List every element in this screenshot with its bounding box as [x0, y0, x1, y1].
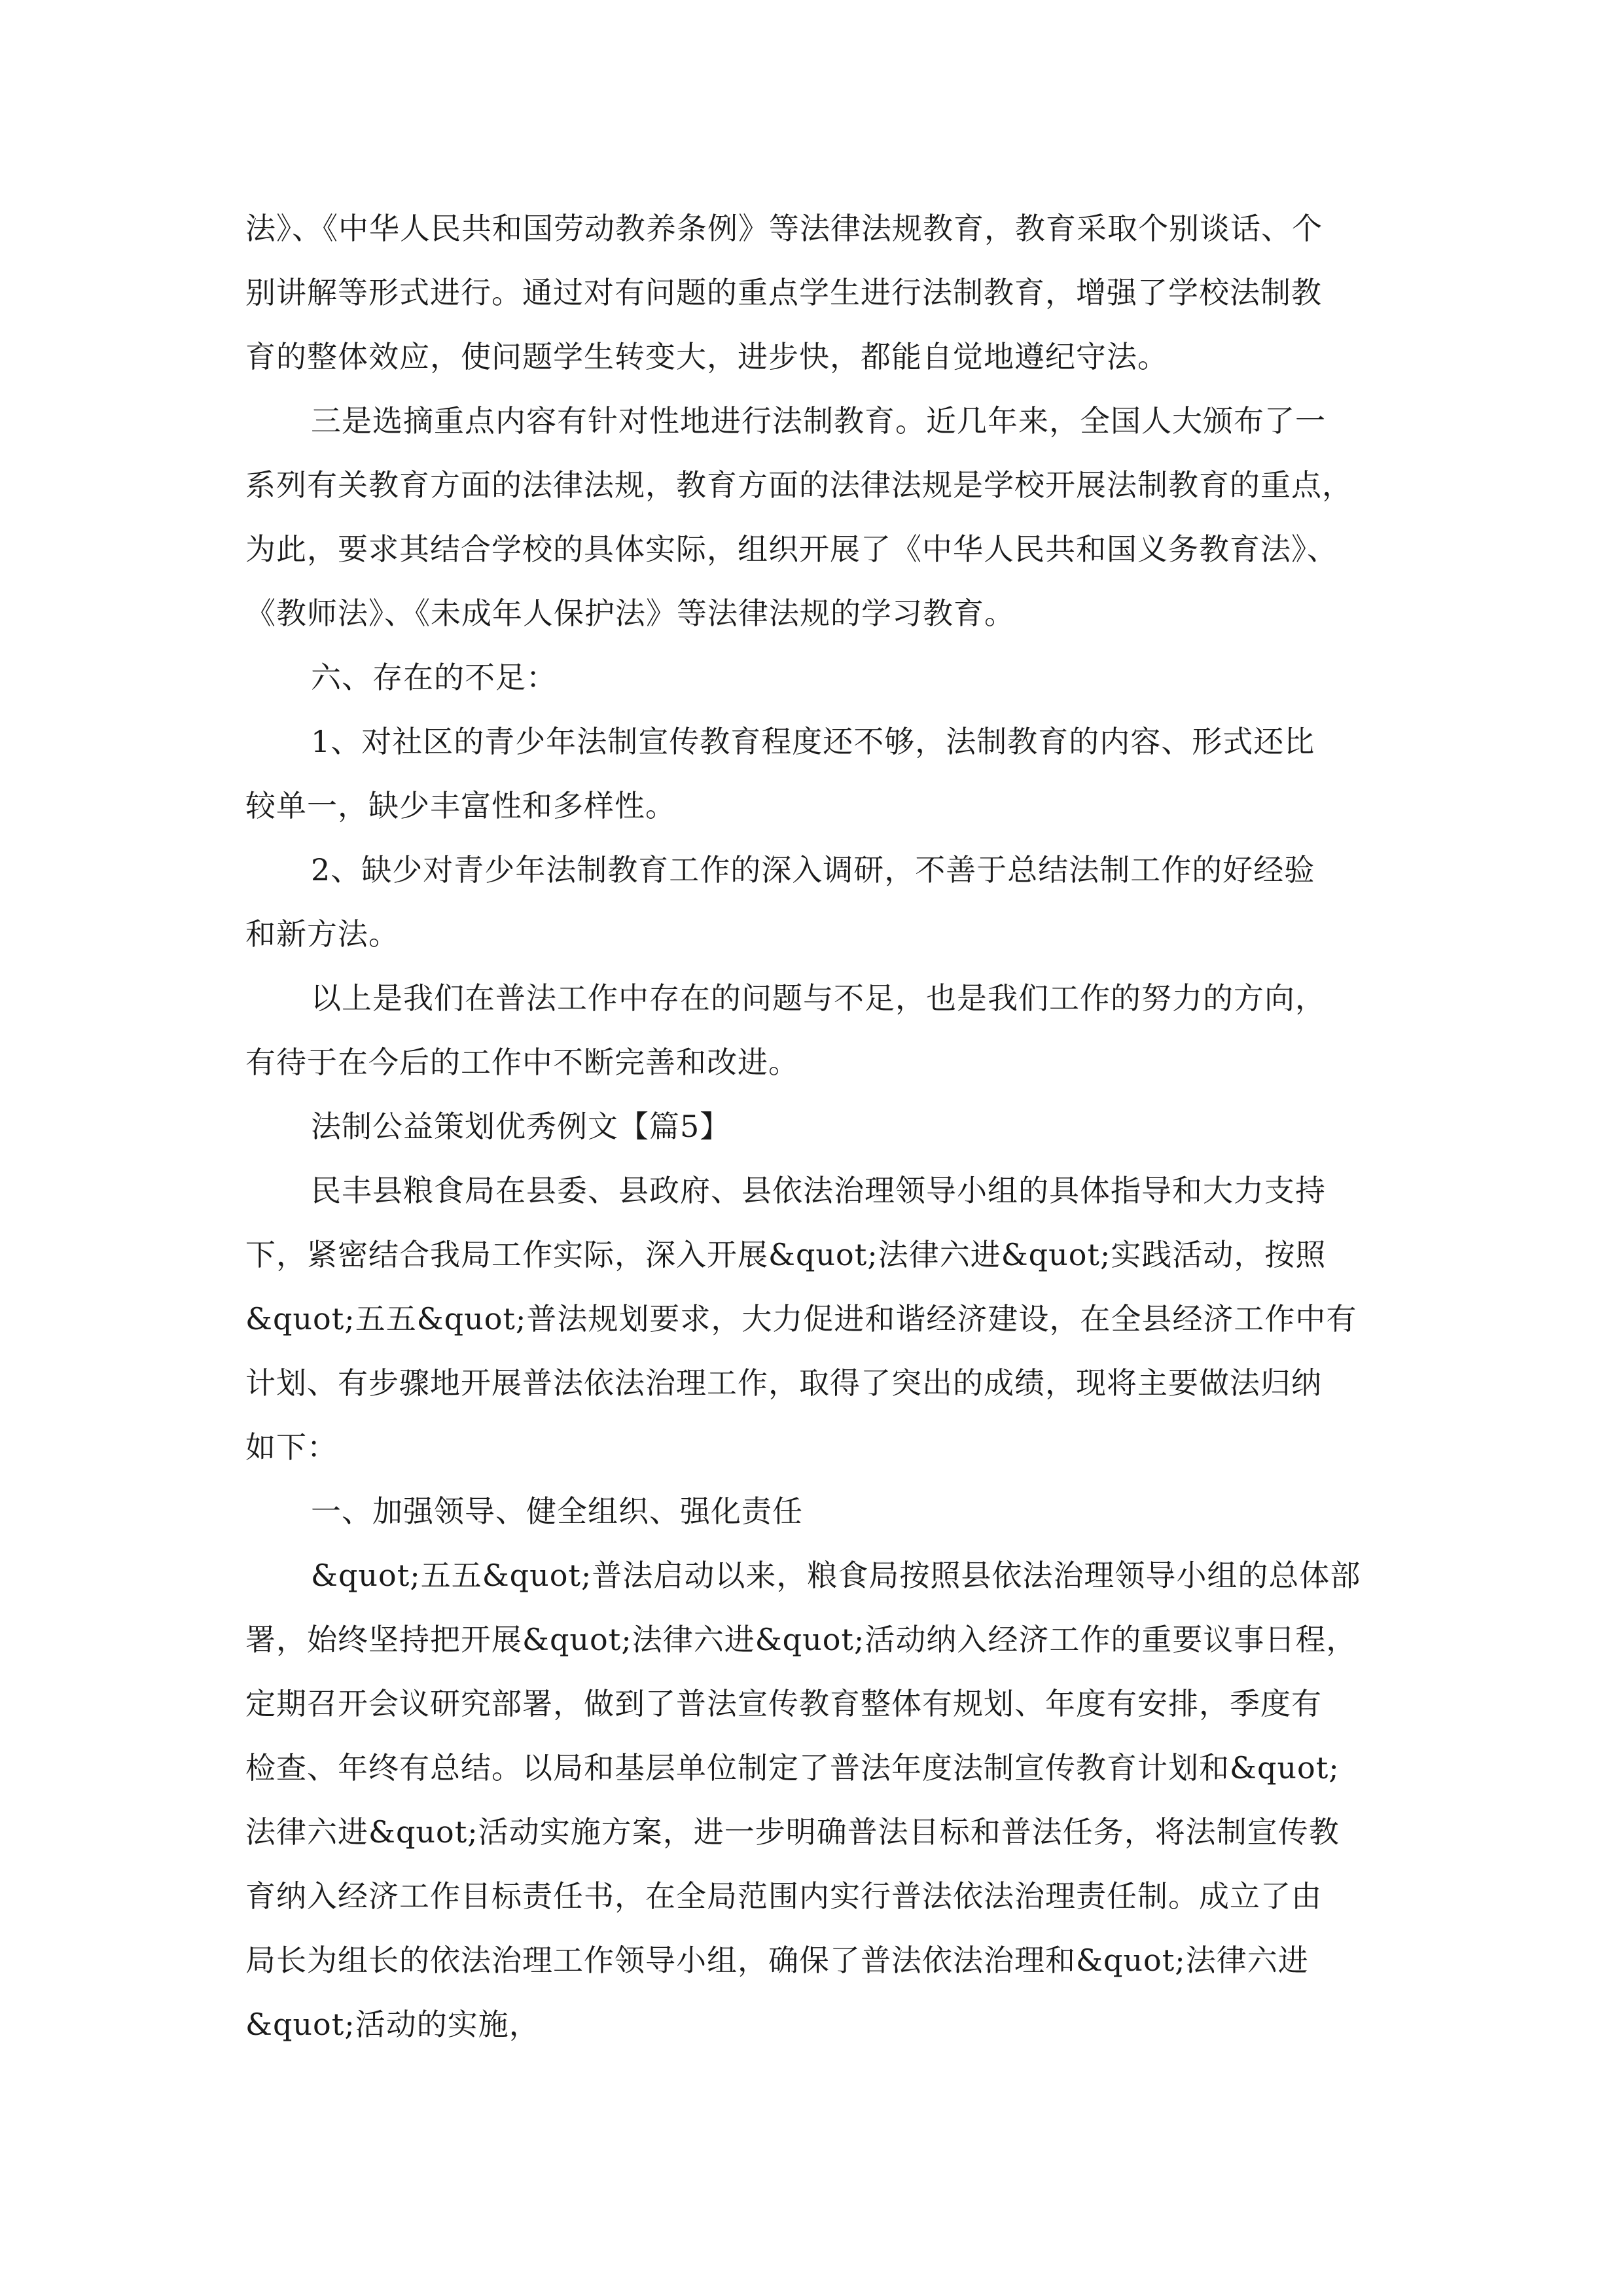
text-line: 定期召开会议研究部署，做到了普法宣传教育整体有规划、年度有安排，季度有	[245, 1686, 1322, 1721]
article-title: 法制公益策划优秀例文【篇5】	[311, 1109, 731, 1144]
text-line: 较单一，缺少丰富性和多样性。	[245, 788, 676, 823]
text-line: 育纳入经济工作目标责任书，在全局范围内实行普法依法治理责任制。成立了由	[245, 1878, 1322, 1914]
text-line: &quot;五五&quot;普法规划要求，大力促进和谐经济建设，在全县经济工作中有	[245, 1301, 1357, 1336]
paragraph-first-line: 1、对社区的青少年法制宣传教育程度还不够，法制教育的内容、形式还比	[311, 724, 1315, 759]
text-line: 别讲解等形式进行。通过对有问题的重点学生进行法制教育，增强了学校法制教	[245, 275, 1322, 310]
text-line: 法律六进&quot;活动实施方案，进一步明确普法目标和普法任务，将法制宣传教	[245, 1814, 1340, 1850]
text-line: 检查、年终有总结。以局和基层单位制定了普法年度法制宣传教育计划和&quot;	[245, 1750, 1340, 1785]
paragraph-first-line: 民丰县粮食局在县委、县政府、县依法治理领导小组的具体指导和大力支持	[311, 1173, 1326, 1208]
text-line: 局长为组长的依法治理工作领导小组，确保了普法依法治理和&quot;法律六进	[245, 1943, 1309, 1978]
text-line: 署，始终坚持把开展&quot;法律六进&quot;活动纳入经济工作的重要议事日程，	[245, 1622, 1357, 1657]
text-line: 有待于在今后的工作中不断完善和改进。	[245, 1045, 799, 1080]
text-line: 《教师法》、《未成年人保护法》等法律法规的学习教育。	[245, 596, 1015, 631]
paragraph-first-line: 以上是我们在普法工作中存在的问题与不足，也是我们工作的努力的方向，	[311, 980, 1326, 1016]
text-line: 系列有关教育方面的法律法规，教育方面的法律法规是学校开展法制教育的重点，	[245, 467, 1353, 503]
text-line: 法》、《中华人民共和国劳动教养条例》等法律法规教育，教育采取个别谈话、个	[245, 211, 1323, 246]
text-line: &quot;活动的实施，	[245, 2007, 540, 2042]
text-line: 计划、有步骤地开展普法依法治理工作，取得了突出的成绩，现将主要做法归纳	[245, 1365, 1322, 1401]
text-line: 如下：	[245, 1429, 338, 1465]
text-line: 育的整体效应，使问题学生转变大，进步快，都能自觉地遵纪守法。	[245, 339, 1168, 374]
paragraph-first-line: 2、缺少对青少年法制教育工作的深入调研，不善于总结法制工作的好经验	[311, 852, 1315, 888]
section-heading: 一、加强领导、健全组织、强化责任	[311, 1494, 803, 1529]
text-line: 和新方法。	[245, 916, 399, 952]
document-body	[245, 196, 1423, 2056]
text-line: 下，紧密结合我局工作实际，深入开展&quot;法律六进&quot;实践活动，按照	[245, 1237, 1327, 1272]
section-heading: 六、存在的不足：	[311, 660, 557, 695]
text-line: 为此，要求其结合学校的具体实际，组织开展了《中华人民共和国义务教育法》、	[245, 531, 1338, 567]
paragraph-first-line: &quot;五五&quot;普法启动以来，粮食局按照县依法治理领导小组的总体部	[311, 1558, 1361, 1593]
paragraph-first-line: 三是选摘重点内容有针对性地进行法制教育。近几年来，全国人大颁布了一	[311, 403, 1326, 439]
